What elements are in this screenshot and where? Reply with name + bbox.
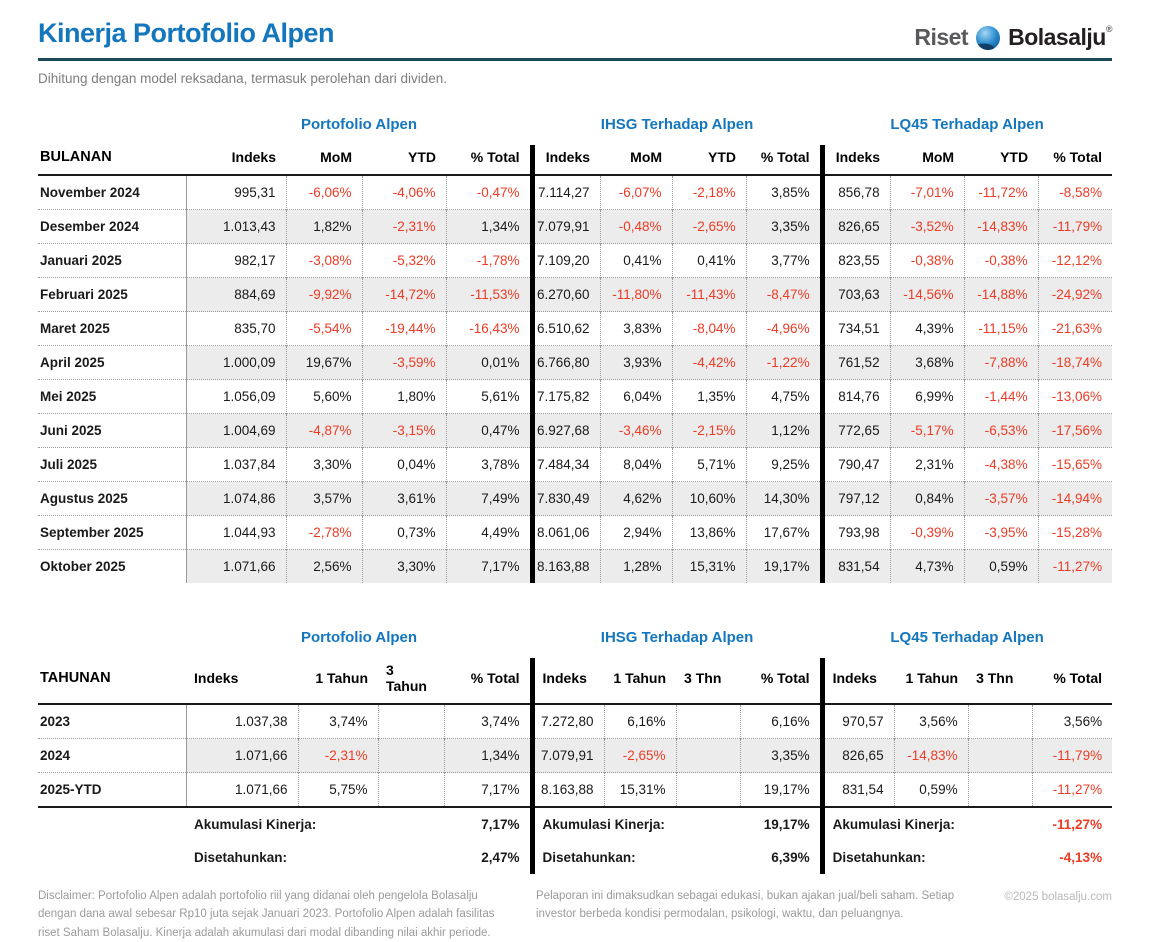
alpen-ytd-cell: -5,32%	[362, 244, 446, 278]
lq45-ytd-cell: -0,38%	[964, 244, 1038, 278]
footer-note: Pelaporan ini dimaksudkan sebagai edukasi, bukan ajakan jual/beli saham. Setiap investor berbeda kondisi permodalan, psikologi, waktu, dan peluangnya.	[536, 890, 955, 921]
ihsg-total-cell: -1,22%	[746, 346, 822, 380]
lq45-mom-cell: -14,56%	[890, 278, 964, 312]
alpen-mom-cell: -3,08%	[286, 244, 362, 278]
alpen-mom-cell: 1,82%	[286, 210, 362, 244]
lq45-total-cell: -8,58%	[1038, 175, 1112, 210]
row-label: 2023	[38, 704, 186, 739]
lq45-mom-cell: 3,68%	[890, 346, 964, 380]
alpen-total-cell: 7,17%	[446, 550, 532, 584]
ihsg-indeks-cell: 7.079,91	[532, 739, 604, 773]
table-row	[38, 244, 1112, 278]
lq45-mom-cell: 6,99%	[890, 380, 964, 414]
yearly-performance-table	[38, 625, 1112, 874]
ihsg-indeks-cell: 6.510,62	[532, 312, 600, 346]
yearly-label-header: TAHUNAN	[38, 658, 186, 704]
lq45-indeks-cell: 826,65	[822, 739, 894, 773]
alpen-mom-cell: -2,31%	[298, 739, 378, 773]
spacer	[38, 112, 186, 145]
lq45-ytd-cell: -1,44%	[964, 380, 1038, 414]
alpen-ytd-cell: 3,61%	[362, 482, 446, 516]
col-header-total: % Total	[444, 658, 532, 704]
ihsg-total-cell: 14,30%	[746, 482, 822, 516]
table-row	[38, 550, 1112, 584]
lq45-indeks-cell: 823,55	[822, 244, 890, 278]
lq45-indeks-cell: 826,65	[822, 210, 890, 244]
col-header-3tahun: 3 Tahun	[378, 658, 444, 704]
alpen-indeks-cell: 1.000,09	[186, 346, 286, 380]
lq45-total-cell: -15,65%	[1038, 448, 1112, 482]
lq45-indeks-cell: 831,54	[822, 773, 894, 808]
lq45-mom-cell: -0,39%	[890, 516, 964, 550]
alpen-ytd-cell	[378, 704, 444, 739]
group-title-alpen: Portofolio Alpen	[300, 629, 418, 646]
alpen-mom-cell: -9,92%	[286, 278, 362, 312]
ihsg-mom-cell: 6,16%	[604, 704, 676, 739]
col-header-mom: MoM	[890, 145, 964, 175]
lq45-ytd-cell: 0,59%	[964, 550, 1038, 584]
akumulasi-value-lq45: -11,27%	[1032, 807, 1112, 841]
alpen-indeks-cell: 1.037,84	[186, 448, 286, 482]
ihsg-indeks-cell: 7.484,34	[532, 448, 600, 482]
lq45-indeks-cell: 761,52	[822, 346, 890, 380]
ihsg-mom-cell: 3,93%	[600, 346, 672, 380]
alpen-mom-cell: 5,60%	[286, 380, 362, 414]
row-label: Oktober 2025	[38, 550, 186, 584]
alpen-total-cell: 3,78%	[446, 448, 532, 482]
col-header-total: % Total	[746, 145, 822, 175]
alpen-ytd-cell	[378, 773, 444, 808]
group-title-alpen: Portofolio Alpen	[300, 116, 418, 133]
col-header-ytd: YTD	[362, 145, 446, 175]
ihsg-indeks-cell: 7.114,27	[532, 175, 600, 210]
alpen-total-cell: 7,49%	[446, 482, 532, 516]
alpen-total-cell: 1,34%	[446, 210, 532, 244]
ihsg-total-cell: -8,47%	[746, 278, 822, 312]
alpen-ytd-cell: 1,80%	[362, 380, 446, 414]
alpen-ytd-cell: -3,15%	[362, 414, 446, 448]
ihsg-mom-cell: -2,65%	[604, 739, 676, 773]
ihsg-ytd-cell: 1,35%	[672, 380, 746, 414]
lq45-mom-cell: -0,38%	[890, 244, 964, 278]
disetahunkan-value-ihsg: 6,39%	[740, 841, 822, 874]
ihsg-ytd-cell: 13,86%	[672, 516, 746, 550]
lq45-mom-cell: 4,39%	[890, 312, 964, 346]
alpen-mom-cell: 3,74%	[298, 704, 378, 739]
disetahunkan-label: Disetahunkan:	[822, 841, 1032, 874]
lq45-ytd-cell: -3,57%	[964, 482, 1038, 516]
col-header-indeks: Indeks	[822, 145, 890, 175]
lq45-ytd-cell	[968, 704, 1032, 739]
col-header-total: % Total	[740, 658, 822, 704]
lq45-mom-cell: -5,17%	[890, 414, 964, 448]
ihsg-indeks-cell: 6.766,80	[532, 346, 600, 380]
lq45-ytd-cell	[968, 773, 1032, 808]
lq45-ytd-cell	[968, 739, 1032, 773]
ihsg-mom-cell: 3,83%	[600, 312, 672, 346]
ihsg-total-cell: 19,17%	[740, 773, 822, 808]
alpen-total-cell: -0,47%	[446, 175, 532, 210]
ihsg-total-cell: 1,12%	[746, 414, 822, 448]
alpen-mom-cell: 5,75%	[298, 773, 378, 808]
lq45-indeks-cell: 797,12	[822, 482, 890, 516]
lq45-total-cell: -11,27%	[1038, 550, 1112, 584]
alpen-indeks-cell: 884,69	[186, 278, 286, 312]
col-header-indeks: Indeks	[186, 658, 298, 704]
lq45-mom-cell: 0,84%	[890, 482, 964, 516]
alpen-ytd-cell: -14,72%	[362, 278, 446, 312]
table-row	[38, 414, 1112, 448]
col-header-1tahun: 1 Tahun	[604, 658, 676, 704]
lq45-total-cell: -24,92%	[1038, 278, 1112, 312]
alpen-indeks-cell: 1.037,38	[186, 704, 298, 739]
ihsg-ytd-cell: -11,43%	[672, 278, 746, 312]
col-header-ytd: YTD	[672, 145, 746, 175]
alpen-ytd-cell: 0,73%	[362, 516, 446, 550]
akumulasi-label: Akumulasi Kinerja:	[186, 807, 444, 841]
disetahunkan-row	[38, 841, 1112, 874]
col-header-mom: MoM	[286, 145, 362, 175]
ihsg-mom-cell: 1,28%	[600, 550, 672, 584]
lq45-indeks-cell: 734,51	[822, 312, 890, 346]
alpen-mom-cell: 2,56%	[286, 550, 362, 584]
table-row	[38, 312, 1112, 346]
table-row	[38, 346, 1112, 380]
lq45-total-cell: -11,27%	[1032, 773, 1112, 808]
table-row	[38, 739, 1112, 773]
registered-mark-icon: ®	[1105, 24, 1112, 34]
row-label: April 2025	[38, 346, 186, 380]
ihsg-ytd-cell: -2,65%	[672, 210, 746, 244]
monthly-performance-table	[38, 112, 1112, 583]
ihsg-indeks-cell: 7.109,20	[532, 244, 600, 278]
col-header-indeks: Indeks	[532, 145, 600, 175]
row-label: 2025-YTD	[38, 773, 186, 808]
ihsg-mom-cell: 2,94%	[600, 516, 672, 550]
lq45-ytd-cell: -4,38%	[964, 448, 1038, 482]
col-header-indeks: Indeks	[532, 658, 604, 704]
alpen-total-cell: 4,49%	[446, 516, 532, 550]
ihsg-total-cell: 17,67%	[746, 516, 822, 550]
table-row	[38, 773, 1112, 808]
akumulasi-label: Akumulasi Kinerja:	[532, 807, 740, 841]
ihsg-indeks-cell: 6.270,60	[532, 278, 600, 312]
lq45-ytd-cell: -3,95%	[964, 516, 1038, 550]
report-footer	[38, 887, 1112, 942]
row-label: September 2025	[38, 516, 186, 550]
alpen-ytd-cell: -4,06%	[362, 175, 446, 210]
page-subtitle: Dihitung dengan model reksadana, termasuk perolehan dari dividen.	[38, 71, 448, 86]
akumulasi-label: Akumulasi Kinerja:	[822, 807, 1032, 841]
row-label: Januari 2025	[38, 244, 186, 278]
ihsg-total-cell: 3,35%	[740, 739, 822, 773]
akumulasi-row	[38, 807, 1112, 841]
spacer	[38, 807, 186, 841]
ihsg-ytd-cell: 5,71%	[672, 448, 746, 482]
ihsg-mom-cell: -11,80%	[600, 278, 672, 312]
group-title-row	[38, 112, 1112, 145]
alpen-total-cell: -16,43%	[446, 312, 532, 346]
lq45-total-cell: -15,28%	[1038, 516, 1112, 550]
ihsg-ytd-cell	[676, 739, 740, 773]
lq45-total-cell: -11,79%	[1032, 739, 1112, 773]
disetahunkan-label: Disetahunkan:	[532, 841, 740, 874]
ihsg-total-cell: 3,77%	[746, 244, 822, 278]
alpen-indeks-cell: 1.004,69	[186, 414, 286, 448]
alpen-indeks-cell: 1.074,86	[186, 482, 286, 516]
ihsg-mom-cell: 0,41%	[600, 244, 672, 278]
alpen-mom-cell: -5,54%	[286, 312, 362, 346]
spacer	[38, 625, 186, 658]
lq45-indeks-cell: 703,63	[822, 278, 890, 312]
lq45-ytd-cell: -11,72%	[964, 175, 1038, 210]
alpen-ytd-cell: -3,59%	[362, 346, 446, 380]
ihsg-mom-cell: 4,62%	[600, 482, 672, 516]
ihsg-indeks-cell: 7.079,91	[532, 210, 600, 244]
alpen-indeks-cell: 835,70	[186, 312, 286, 346]
page-title: Kinerja Portofolio Alpen	[38, 18, 335, 48]
ihsg-total-cell: -4,96%	[746, 312, 822, 346]
table-row	[38, 175, 1112, 210]
lq45-indeks-cell: 831,54	[822, 550, 890, 584]
group-title-ihsg: IHSG Terhadap Alpen	[600, 116, 754, 133]
col-header-total: % Total	[1032, 658, 1112, 704]
alpen-total-cell: 7,17%	[444, 773, 532, 808]
lq45-indeks-cell: 772,65	[822, 414, 890, 448]
ihsg-mom-cell: -3,46%	[600, 414, 672, 448]
table-row	[38, 704, 1112, 739]
lq45-total-cell: -13,06%	[1038, 380, 1112, 414]
row-label: Maret 2025	[38, 312, 186, 346]
group-title-row	[38, 625, 1112, 658]
column-header-row	[38, 658, 1112, 704]
ihsg-total-cell: 3,35%	[746, 210, 822, 244]
lq45-mom-cell: 2,31%	[890, 448, 964, 482]
akumulasi-value-alpen: 7,17%	[444, 807, 532, 841]
ihsg-ytd-cell	[676, 773, 740, 808]
lq45-ytd-cell: -6,53%	[964, 414, 1038, 448]
ihsg-ytd-cell: -2,15%	[672, 414, 746, 448]
lq45-ytd-cell: -11,15%	[964, 312, 1038, 346]
disetahunkan-value-lq45: -4,13%	[1032, 841, 1112, 874]
ihsg-total-cell: 3,85%	[746, 175, 822, 210]
bolasalju-ball-icon	[975, 25, 1001, 51]
ihsg-indeks-cell: 7.272,80	[532, 704, 604, 739]
ihsg-mom-cell: 8,04%	[600, 448, 672, 482]
lq45-mom-cell: -3,52%	[890, 210, 964, 244]
col-header-mom: MoM	[600, 145, 672, 175]
ihsg-ytd-cell: 10,60%	[672, 482, 746, 516]
alpen-indeks-cell: 1.013,43	[186, 210, 286, 244]
row-label: Juni 2025	[38, 414, 186, 448]
alpen-indeks-cell: 1.071,66	[186, 773, 298, 808]
ihsg-indeks-cell: 6.927,68	[532, 414, 600, 448]
ihsg-indeks-cell: 7.830,49	[532, 482, 600, 516]
alpen-mom-cell: 19,67%	[286, 346, 362, 380]
table-row	[38, 448, 1112, 482]
alpen-ytd-cell: -19,44%	[362, 312, 446, 346]
ihsg-indeks-cell: 8.163,88	[532, 773, 604, 808]
alpen-total-cell: -1,78%	[446, 244, 532, 278]
ihsg-mom-cell: 15,31%	[604, 773, 676, 808]
col-header-3thn: 3 Thn	[968, 658, 1032, 704]
yearly-summary	[38, 807, 1112, 874]
lq45-ytd-cell: -14,88%	[964, 278, 1038, 312]
row-label: 2024	[38, 739, 186, 773]
lq45-indeks-cell: 793,98	[822, 516, 890, 550]
lq45-indeks-cell: 856,78	[822, 175, 890, 210]
lq45-total-cell: -17,56%	[1038, 414, 1112, 448]
row-label: Februari 2025	[38, 278, 186, 312]
ihsg-mom-cell: 6,04%	[600, 380, 672, 414]
col-header-indeks: Indeks	[186, 145, 286, 175]
ihsg-ytd-cell: -4,42%	[672, 346, 746, 380]
monthly-table-body	[38, 175, 1112, 583]
lq45-total-cell: -11,79%	[1038, 210, 1112, 244]
lq45-ytd-cell: -7,88%	[964, 346, 1038, 380]
lq45-total-cell: -18,74%	[1038, 346, 1112, 380]
table-row	[38, 278, 1112, 312]
lq45-indeks-cell: 814,76	[822, 380, 890, 414]
spacer	[38, 841, 186, 874]
col-header-indeks: Indeks	[822, 658, 894, 704]
ihsg-ytd-cell: 15,31%	[672, 550, 746, 584]
alpen-ytd-cell: 0,04%	[362, 448, 446, 482]
alpen-mom-cell: 3,30%	[286, 448, 362, 482]
col-header-total: % Total	[446, 145, 532, 175]
table-row	[38, 516, 1112, 550]
lq45-mom-cell: -7,01%	[890, 175, 964, 210]
alpen-indeks-cell: 995,31	[186, 175, 286, 210]
brand-bolasalju-label: Bolasalju®	[1008, 24, 1112, 50]
row-label: November 2024	[38, 175, 186, 210]
lq45-total-cell: -14,94%	[1038, 482, 1112, 516]
alpen-indeks-cell: 1.071,66	[186, 550, 286, 584]
group-title-lq45: LQ45 Terhadap Alpen	[890, 629, 1044, 646]
alpen-indeks-cell: 982,17	[186, 244, 286, 278]
footer-copyright: ©2025 bolasalju.com	[1004, 891, 1112, 903]
akumulasi-value-ihsg: 19,17%	[740, 807, 822, 841]
ihsg-ytd-cell: -8,04%	[672, 312, 746, 346]
header-rule	[38, 58, 1112, 61]
table-row	[38, 380, 1112, 414]
disetahunkan-label: Disetahunkan:	[186, 841, 444, 874]
ihsg-total-cell: 4,75%	[746, 380, 822, 414]
col-header-total: % Total	[1038, 145, 1112, 175]
ihsg-mom-cell: -6,07%	[600, 175, 672, 210]
lq45-mom-cell: 4,73%	[890, 550, 964, 584]
lq45-total-cell: 3,56%	[1032, 704, 1112, 739]
group-title-ihsg: IHSG Terhadap Alpen	[600, 629, 754, 646]
table-row	[38, 210, 1112, 244]
row-label: Agustus 2025	[38, 482, 186, 516]
group-title-lq45: LQ45 Terhadap Alpen	[890, 116, 1044, 133]
ihsg-ytd-cell: -2,18%	[672, 175, 746, 210]
monthly-label-header: BULANAN	[38, 145, 186, 175]
ihsg-ytd-cell: 0,41%	[672, 244, 746, 278]
disetahunkan-value-alpen: 2,47%	[444, 841, 532, 874]
row-label: Juli 2025	[38, 448, 186, 482]
alpen-ytd-cell: -2,31%	[362, 210, 446, 244]
ihsg-mom-cell: -0,48%	[600, 210, 672, 244]
col-header-1tahun: 1 Tahun	[298, 658, 378, 704]
col-header-1tahun: 1 Tahun	[894, 658, 968, 704]
alpen-total-cell: 3,74%	[444, 704, 532, 739]
lq45-mom-cell: 3,56%	[894, 704, 968, 739]
brand-riset-label: Riset	[914, 24, 969, 50]
alpen-indeks-cell: 1.071,66	[186, 739, 298, 773]
lq45-indeks-cell: 790,47	[822, 448, 890, 482]
alpen-ytd-cell	[378, 739, 444, 773]
alpen-total-cell: 1,34%	[444, 739, 532, 773]
alpen-mom-cell: 3,57%	[286, 482, 362, 516]
yearly-table-body	[38, 704, 1112, 807]
ihsg-indeks-cell: 8.163,88	[532, 550, 600, 584]
col-header-ytd: YTD	[964, 145, 1038, 175]
alpen-mom-cell: -2,78%	[286, 516, 362, 550]
alpen-indeks-cell: 1.056,09	[186, 380, 286, 414]
table-row	[38, 482, 1112, 516]
alpen-total-cell: -11,53%	[446, 278, 532, 312]
alpen-indeks-cell: 1.044,93	[186, 516, 286, 550]
footer-disclaimer: Disclaimer: Portofolio Alpen adalah portofolio riil yang didanai oleh pengelola Bolasalju dengan dana awal sebesar Rp10 juta sejak Januari 2023. Portofolio Alpen adalah fasilitas riset Saham Bolasalju. Kinerja adalah akumulasi dari modal dibanding nilai akhir periode.	[38, 890, 495, 939]
lq45-ytd-cell: -14,83%	[964, 210, 1038, 244]
alpen-total-cell: 0,01%	[446, 346, 532, 380]
row-label: Mei 2025	[38, 380, 186, 414]
col-header-3thn: 3 Thn	[676, 658, 740, 704]
ihsg-total-cell: 19,17%	[746, 550, 822, 584]
lq45-total-cell: -21,63%	[1038, 312, 1112, 346]
ihsg-indeks-cell: 7.175,82	[532, 380, 600, 414]
ihsg-total-cell: 6,16%	[740, 704, 822, 739]
alpen-total-cell: 5,61%	[446, 380, 532, 414]
row-label: Desember 2024	[38, 210, 186, 244]
alpen-ytd-cell: 3,30%	[362, 550, 446, 584]
ihsg-indeks-cell: 8.061,06	[532, 516, 600, 550]
alpen-mom-cell: -6,06%	[286, 175, 362, 210]
report-header	[38, 10, 1112, 58]
lq45-mom-cell: 0,59%	[894, 773, 968, 808]
ihsg-ytd-cell	[676, 704, 740, 739]
ihsg-total-cell: 9,25%	[746, 448, 822, 482]
brand-logo	[914, 24, 1112, 51]
lq45-mom-cell: -14,83%	[894, 739, 968, 773]
lq45-total-cell: -12,12%	[1038, 244, 1112, 278]
alpen-mom-cell: -4,87%	[286, 414, 362, 448]
lq45-indeks-cell: 970,57	[822, 704, 894, 739]
alpen-total-cell: 0,47%	[446, 414, 532, 448]
column-header-row	[38, 145, 1112, 175]
